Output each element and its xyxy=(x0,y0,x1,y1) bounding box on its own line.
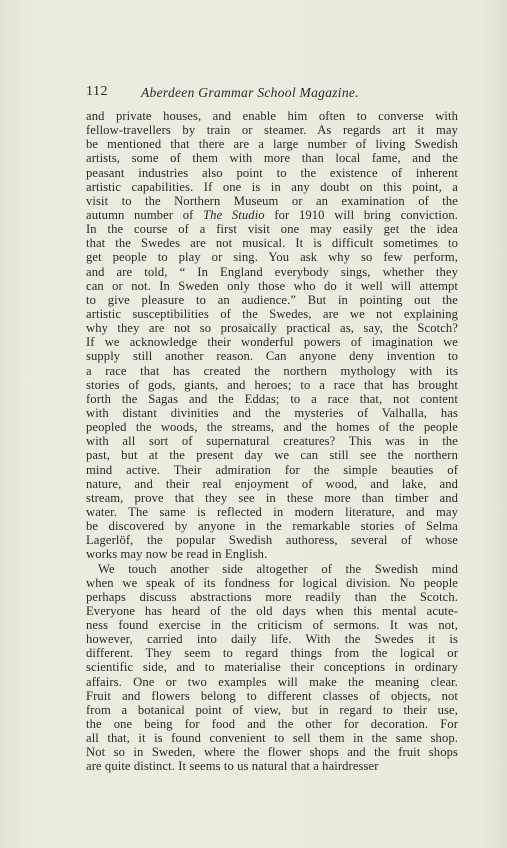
italic-title: The Studio xyxy=(203,207,265,222)
text-line: with all sort of supernatural creatures? This was in the xyxy=(86,434,458,449)
paragraph-1 xyxy=(86,109,458,562)
text-line: mind active. Their admiration for the simple beauties of xyxy=(86,462,458,477)
text-line: Fruit and flowers belong to different classes of objects, not xyxy=(86,688,458,703)
text-line: the one being for food and the other for decoration. For xyxy=(86,717,458,732)
text-line: that the Swedes are not musical. It is difficult sometimes to xyxy=(86,236,458,251)
text-line: stream, prove that they see in these more than timber and xyxy=(86,490,458,505)
page-header xyxy=(86,84,458,104)
text-line: when we speak of its fondness for logical division. No people xyxy=(86,575,458,590)
paragraph-2 xyxy=(86,562,458,774)
text-line: peopled the woods, the streams, and the homes of the people xyxy=(86,420,458,435)
text-line: from a botanical point of view, but in regard to their use, xyxy=(86,702,458,717)
text-line: nature, and their real enjoyment of wood, and lake, and xyxy=(86,476,458,491)
text-line: water. The same is reflected in modern literature, and may xyxy=(86,504,458,519)
text-line: scientific side, and to materialise their conceptions in ordinary xyxy=(86,660,458,675)
text-line: supply still another reason. Can anyone deny invention to xyxy=(86,349,458,364)
text-line: fellow-travellers by train or steamer. As regards art it may xyxy=(86,123,458,138)
text-line: works may now be read in English. xyxy=(86,547,268,562)
text-line: all that, it is found convenient to sell them in the same shop. xyxy=(86,731,458,746)
text-line: forth the Sagas and the Eddas; to a race that, not content xyxy=(86,391,458,406)
text-line: and are told, “ In England everybody sings, whether they xyxy=(86,264,458,279)
text-line: be discovered by anyone in the remarkable stories of Selma xyxy=(86,519,458,534)
text-line: a race that has created the northern mythology with its xyxy=(86,363,458,378)
text-segment: for 1910 will bring conviction. xyxy=(264,207,458,222)
text-line: and private houses, and enable him often to converse with xyxy=(86,109,458,123)
text-line: visit to the Northern Museum or an examination of the xyxy=(86,193,458,208)
text-line: Everyone has heard of the old days when this mental acute- xyxy=(86,603,458,618)
text-line: Lagerlöf, the popular Swedish authoress, several of whose xyxy=(86,533,458,548)
body-text xyxy=(86,109,458,774)
text-line: artistic susceptibilities of the Swedes, are we not explaining xyxy=(86,306,458,321)
text-line: artistic capabilities. If one is in any doubt on this point, a xyxy=(86,179,458,194)
text-line: perhaps discuss abstractions more readily than the Scotch. xyxy=(86,589,458,604)
text-line: with distant divinities and the mysteries of Valhalla, has xyxy=(86,405,458,420)
text-line: ness found exercise in the criticism of sermons. It was not, xyxy=(86,618,458,633)
text-line: affairs. One or two examples will make the meaning clear. xyxy=(86,674,458,689)
text-line: past, but at the present day we can still see the northern xyxy=(86,448,458,463)
text-line: different. They seem to regard things from the logical or xyxy=(86,646,458,661)
running-title: Aberdeen Grammar School Magazine. xyxy=(141,85,359,100)
text-line: peasant industries also point to the existence of inherent xyxy=(86,165,458,180)
text-line: why they are not so prosaically practical as, say, the Scotch? xyxy=(86,321,458,336)
text-line: We touch another side altogether of the Swedish mind xyxy=(98,561,458,576)
text-line: get people to play or sing. You ask why so few perform, xyxy=(86,250,458,265)
text-line: to give pleasure to an audience.” But in pointing out the xyxy=(86,292,458,307)
text-line: be mentioned that there are a large number of living Swedish xyxy=(86,137,458,152)
text-line: are quite distinct. It seems to us natural that a hairdresser xyxy=(86,759,379,774)
text-line: Not so in Sweden, where the flower shops and the fruit shops xyxy=(86,745,458,760)
text-line xyxy=(86,208,458,222)
text-line: In the course of a first visit one may easily get the idea xyxy=(86,222,458,237)
text-line: can or not. In Sweden only those who do it well will attempt xyxy=(86,278,458,293)
page-number: 112 xyxy=(86,84,108,99)
text-line: If we acknowledge their wonderful powers of imagination we xyxy=(86,335,458,350)
text-segment: autumn number of xyxy=(86,207,204,222)
text-line: artists, some of them with more than local fame, and the xyxy=(86,151,458,166)
text-line: stories of gods, giants, and heroes; to a race that has brought xyxy=(86,377,458,392)
text-line: however, carried into daily life. With the Swedes it is xyxy=(86,632,458,647)
